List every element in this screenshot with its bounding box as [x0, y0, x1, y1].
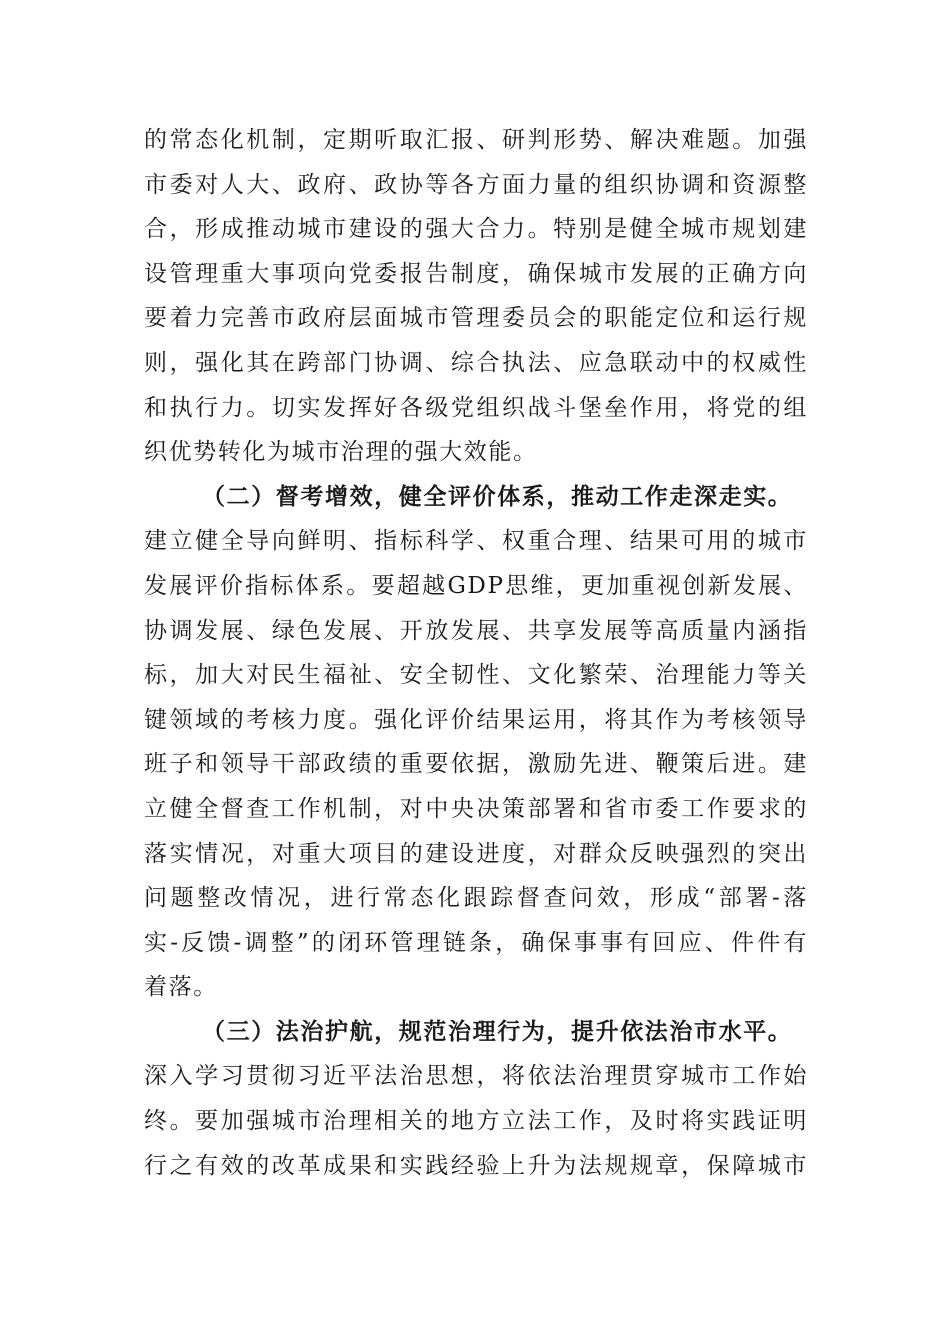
text-line: 终。要加强城市治理相关的地方立法工作，及时将实践证明: [144, 1108, 808, 1135]
text-line: 合，形成推动城市建设的强大合力。特别是健全城市规划建: [144, 216, 808, 243]
text-line: 和执行力。切实发挥好各级党组织战斗堡垒作用，将党的组: [144, 394, 808, 421]
text-line: 织优势转化为城市治理的强大效能。: [144, 439, 538, 466]
text-line: 班子和领导干部政绩的重要依据，激励先进、鞭策后进。建: [144, 751, 808, 778]
section-heading-2: （二）督考增效，健全评价体系，推动工作走深走实。: [202, 482, 793, 510]
text-line: 立健全督查工作机制，对中央决策部署和省市委工作要求的: [144, 795, 808, 822]
text-line: 设管理重大事项向党委报告制度，确保城市发展的正确方向: [144, 260, 808, 287]
text-line: 协调发展、绿色发展、开放发展、共享发展等高质量内涵指: [144, 617, 808, 644]
text-line: 标，加大对民生福祉、安全韧性、文化繁荣、治理能力等关: [144, 662, 808, 689]
text-line: 发展评价指标体系。要超越GDP思维，更加重视创新发展、: [144, 572, 808, 599]
text-line: 则，强化其在跨部门协调、综合执法、应急联动中的权威性: [144, 349, 808, 376]
section-heading-3: （三）法治护航，规范治理行为，提升依法治市水平。: [202, 1017, 793, 1045]
text-line: 的常态化机制，定期听取汇报、研判形势、解决难题。加强: [144, 127, 808, 153]
text-line: 实-反馈-调整”的闭环管理链条，确保事事有回应、件件有: [144, 929, 808, 956]
body-text: [144, 118, 808, 1188]
text-line: 市委对人大、政府、政协等各方面力量的组织协调和资源整: [144, 171, 808, 198]
text-line: 建立健全导向鲜明、指标科学、权重合理、结果可用的城市: [144, 528, 808, 555]
text-line: 要着力完善市政府层面城市管理委员会的职能定位和运行规: [144, 305, 808, 332]
text-line: 键领域的考核力度。强化评价结果运用，将其作为考核领导: [144, 706, 808, 733]
text-line: 着落。: [144, 974, 218, 1001]
text-line: 行之有效的改革成果和实践经验上升为法规规章，保障城市: [144, 1152, 808, 1179]
text-line: 问题整改情况，进行常态化跟踪督查问效，形成“部署-落: [144, 885, 808, 912]
text-line: 深入学习贯彻习近平法治思想，将依法治理贯穿城市工作始: [144, 1063, 808, 1090]
text-line: 落实情况，对重大项目的建设进度，对群众反映强烈的突出: [144, 840, 808, 867]
